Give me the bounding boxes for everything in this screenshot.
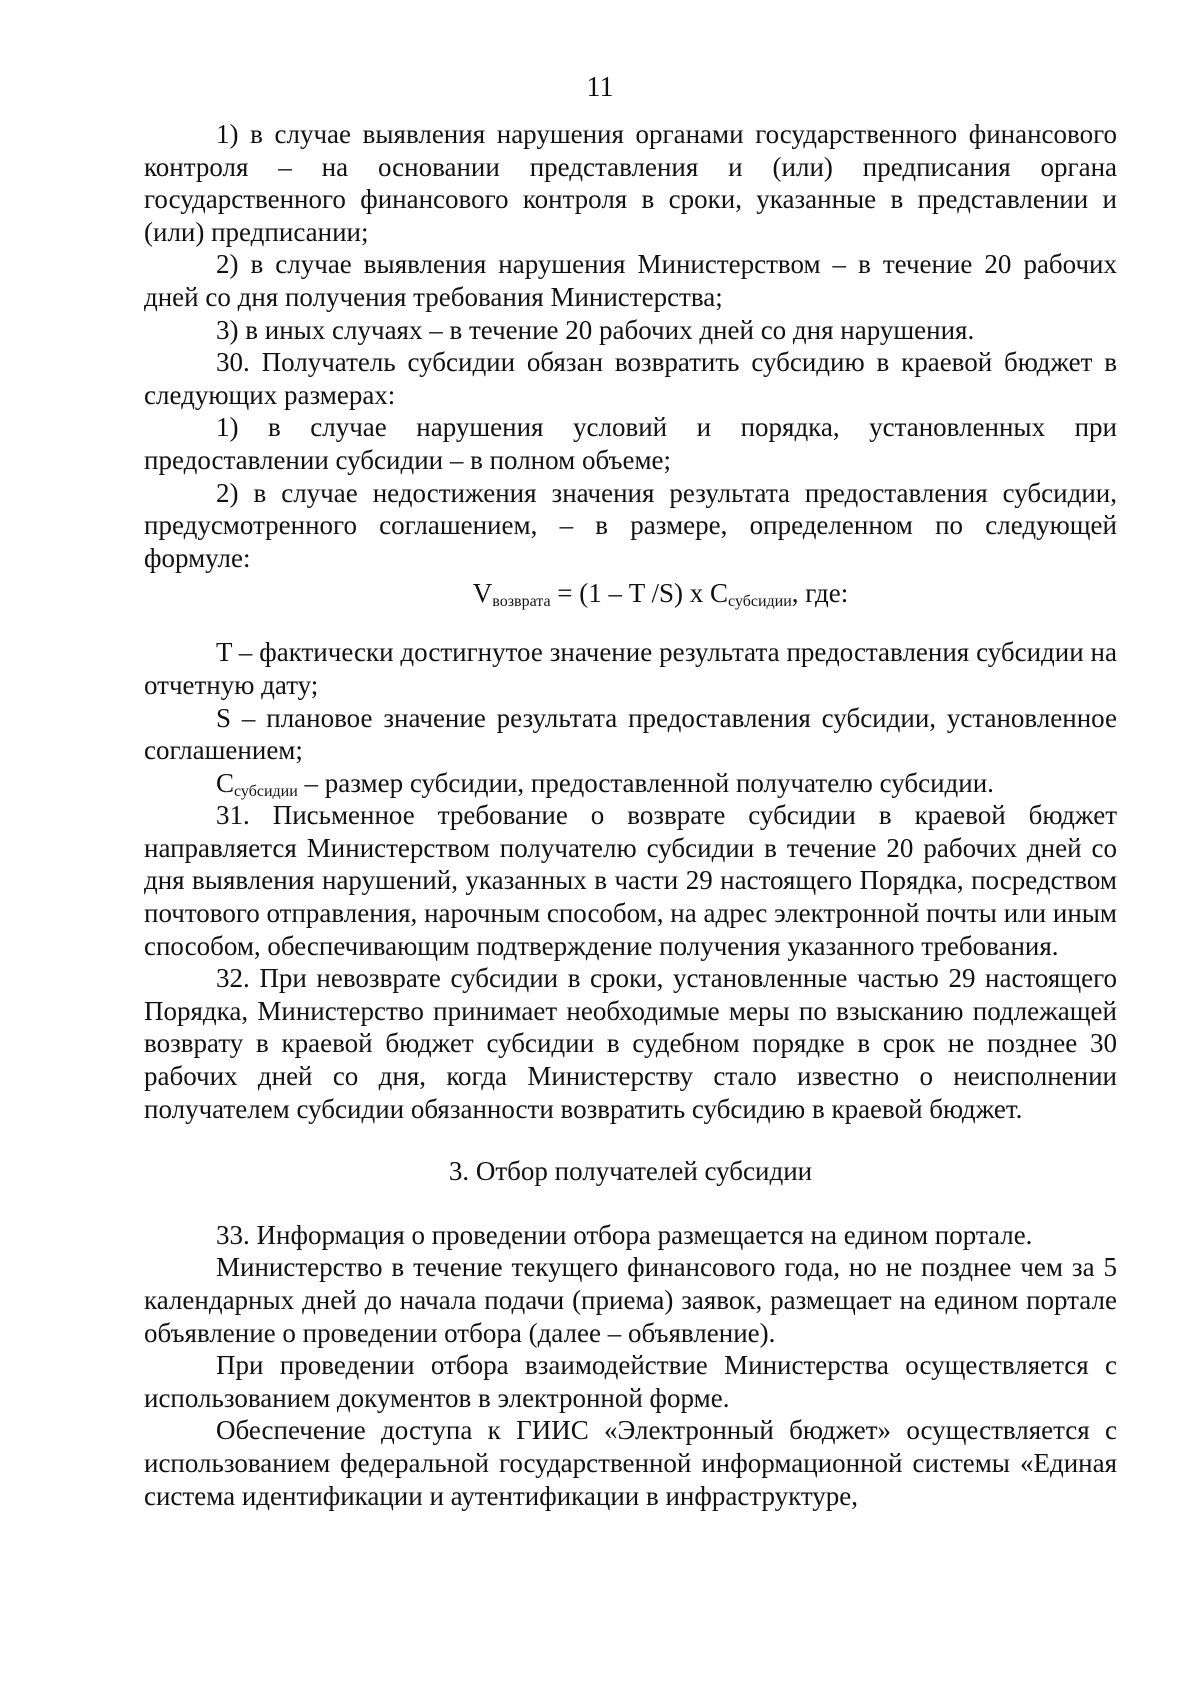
paragraph-33-electronic-docs: При проведении отбора взаимодействие Министерства осуществляется с использованием документов в электронной форме. <box>144 1350 1117 1413</box>
document-body <box>144 118 1117 1512</box>
paragraph-29-2: 2) в случае выявления нарушения Министерством – в течение 20 рабочих дней со дня получения требования Министерства; <box>144 249 1117 312</box>
definition-t: T – фактически достигнутое значение результата предоставления субсидии на отчетную дату; <box>144 637 1117 700</box>
definition-s: S – плановое значение результата предоставления субсидии, установленное соглашением; <box>144 702 1117 766</box>
refund-formula <box>144 574 1117 612</box>
page-number: 11 <box>586 72 614 103</box>
formula-tail: , где: <box>791 578 849 609</box>
paragraph-30-1: 1) в случае нарушения условий и порядка, установленных при предоставлении субсидии – в полном объеме; <box>144 412 1117 475</box>
formula-v-subscript: возврата <box>492 593 551 611</box>
formula-v: V <box>472 578 493 609</box>
paragraph-30-2: 2) в случае недостижения значения результата предоставления субсидии, предусмотренного соглашением, – в размере, определенном по следующей формуле: <box>144 477 1117 573</box>
definition-c-text: – размер субсидии, предоставленной получателю субсидии. <box>297 767 994 798</box>
definition-c-letter: C <box>216 767 235 798</box>
paragraph-29-3: 3) в иных случаях – в течение 20 рабочих дней со дня нарушения. <box>216 314 975 345</box>
definition-c-subscript: субсидии <box>234 782 298 800</box>
definition-c <box>144 767 1117 800</box>
formula-c-subscript: субсидии <box>728 593 792 611</box>
paragraph-33-access: Обеспечение доступа к ГИИС «Электронный бюджет» осуществляется с использованием федеральной государственной информационной системы «Единая система идентификации и аутентификации в инфраструктуре, <box>144 1415 1117 1511</box>
paragraph-30: 30. Получатель субсидии обязан возвратить субсидию в краевой бюджет в следующих размерах: <box>144 347 1117 410</box>
section-heading: 3. Отбор получателей субсидии <box>448 1156 813 1187</box>
paragraph-31: 31. Письменное требование о возврате субсидии в краевой бюджет направляется Министерством получателю субсидии в течение 20 рабочих дней со дня выявления нарушений, указанных в части 29 настоящего Порядка, посредством почтового отправления, нарочным способом, на адрес электронной почты или иным способом, обеспечивающим подтверждение получения указанного требования. <box>144 800 1117 961</box>
paragraph-33: 33. Информация о проведении отбора размещается на едином портале. <box>216 1219 1033 1250</box>
paragraph-32: 32. При невозврате субсидии в сроки, установленные частью 29 настоящего Порядка, Министерство принимает необходимые меры по взысканию подлежащей возврату в краевой бюджет субсидии в судебном порядке в срок не позднее 30 рабочих дней со дня, когда Министерству стало известно о неисполнении получателем субсидии обязанности возвратить субсидию в краевой бюджет. <box>144 963 1117 1124</box>
paragraph-29-1: 1) в случае выявления нарушения органами государственного финансового контроля – на основании представления и (или) предписания органа государственного финансового контроля в сроки, указанные в представлении и (или) предписании; <box>144 119 1117 247</box>
formula-middle: = (1 – T /S) x C <box>550 578 729 609</box>
paragraph-33-announcement: Министерство в течение текущего финансового года, но не позднее чем за 5 календарных дней до начала подачи (приема) заявок, размещает на едином портале объявление о проведении отбора (далее – объявление). <box>144 1252 1117 1348</box>
